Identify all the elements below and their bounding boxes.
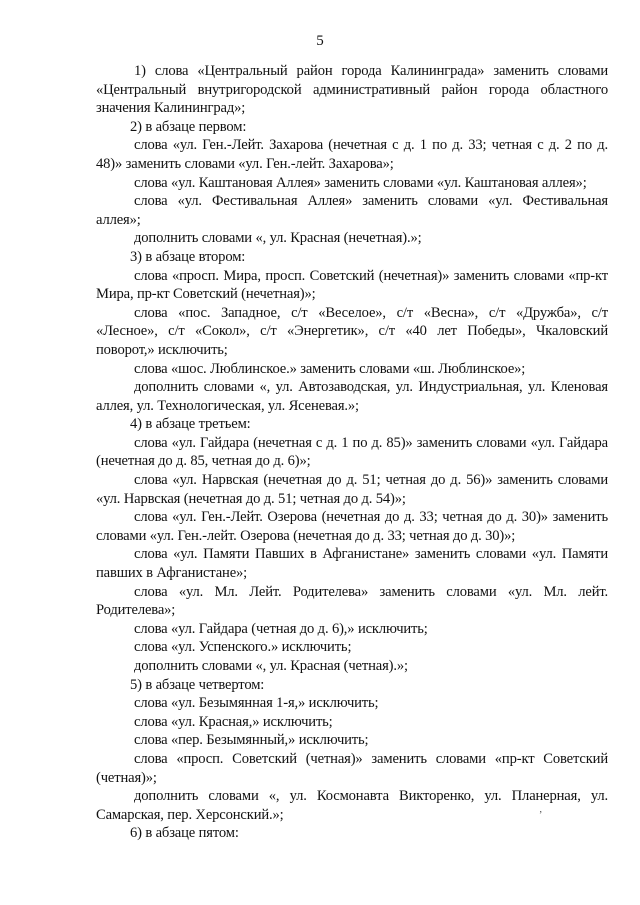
page-number: 5 <box>316 33 324 49</box>
stray-mark: ‚ <box>539 804 543 815</box>
paragraph: слова «ул. Каштановая Аллея» заменить словами «ул. Каштановая аллея»; <box>134 174 587 191</box>
paragraph: 2) в абзаце первом: <box>130 118 247 135</box>
paragraph: слова «ул. Красная,» исключить; <box>134 713 333 730</box>
paragraph: слова «ул. Памяти Павших в Афганистане» заменить словами «ул. Памяти павших в Афганистане»; <box>96 546 608 582</box>
paragraph: 5) в абзаце четвертом: <box>130 676 265 693</box>
paragraph: слова «ул. Мл. Лейт. Родителева» заменить словами «ул. Мл. лейт. Родителева»; <box>96 583 608 619</box>
paragraph: 6) в абзаце пятом: <box>130 825 239 842</box>
paragraph: слова «ул. Фестивальная Аллея» заменить словами «ул. Фестивальная аллея»; <box>96 193 608 228</box>
paragraph: слова «просп. Советский (четная)» заменить словами «пр-кт Советский (четная)»; <box>96 750 608 786</box>
paragraph: слова «ул. Успенского.» исключить; <box>134 639 352 656</box>
paragraph: слова «ул. Безымянная 1-я,» исключить; <box>134 695 379 712</box>
paragraph: слова «ул. Ген.-Лейт. Захарова (нечетная с д. 1 по д. 33; четная с д. 2 по д. 48)» заменить словами «ул. Ген.-лейт. Захарова»; <box>96 137 608 172</box>
paragraph: слова «ул. Ген.-Лейт. Озерова (нечетная до д. 33; четная до д. 30)» заменить словами «ул. Ген.-лейт. Озерова (нечетная до д. 33; четная до д. 30)»; <box>96 509 608 544</box>
document-body <box>96 62 608 843</box>
paragraph: слова «шос. Люблинское.» заменить словами «ш. Люблинское»; <box>134 360 526 377</box>
paragraph: слова «ул. Нарвская (нечетная до д. 51; четная до д. 56)» заменить словами «ул. Нарвская (нечетная до д. 51; четная до д. 54)»; <box>96 472 608 507</box>
paragraph: слова «ул. Гайдара (нечетная с д. 1 по д. 85)» заменить словами «ул. Гайдара (нечетная до д. 85, четная до д. 6)»; <box>96 434 608 470</box>
paragraph: 3) в абзаце втором: <box>130 248 246 265</box>
paragraph: дополнить словами «, ул. Автозаводская, ул. Индустриальная, ул. Кленовая аллея, ул. Технологическая, ул. Ясеневая.»; <box>96 379 608 414</box>
paragraph: 1) слова «Центральный район города Калининграда» заменить словами «Центральный внутригородской административный район города областного значения Калининград»; <box>96 63 608 117</box>
paragraph: дополнить словами «, ул. Космонавта Викторенко, ул. Планерная, ул. Самарская, пер. Херсонский.»; <box>96 788 608 823</box>
paragraph: слова «ул. Гайдара (четная до д. 6),» исключить; <box>134 620 428 637</box>
paragraph: слова «просп. Мира, просп. Советский (нечетная)» заменить словами «пр-кт Мира, пр-кт Советский (нечетная)»; <box>96 267 608 303</box>
paragraph: слова «пер. Безымянный,» исключить; <box>134 732 369 749</box>
paragraph: дополнить словами «, ул. Красная (четная).»; <box>134 658 408 674</box>
paragraph: 4) в абзаце третьем: <box>130 416 251 433</box>
paragraph: слова «пос. Западное, с/т «Веселое», с/т «Весна», с/т «Дружба», с/т «Лесное», с/т «Сокол», с/т «Энергетик», с/т «40 лет Победы», Чкаловский поворот,» исключить; <box>96 304 608 358</box>
paragraph: дополнить словами «, ул. Красная (нечетная).»; <box>134 230 422 247</box>
